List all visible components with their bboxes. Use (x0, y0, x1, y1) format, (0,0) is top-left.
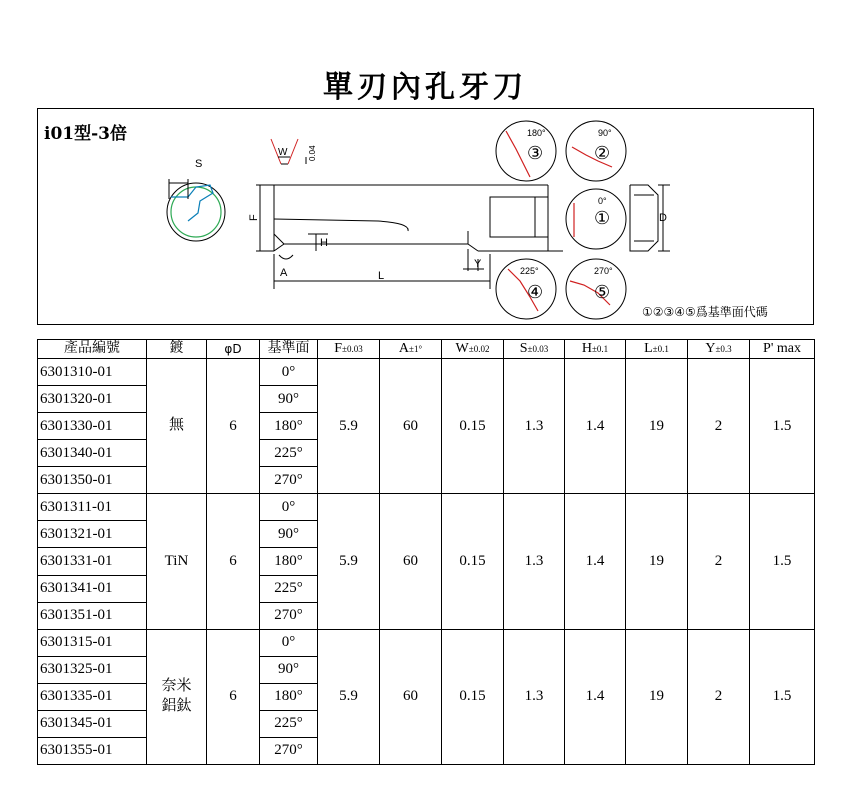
end-view-circle (167, 183, 225, 241)
spec-w: 0.15 (442, 359, 504, 494)
header-p: P' max (750, 340, 815, 359)
product-code: 6301331-01 (38, 548, 147, 575)
label-004: 0.04 (308, 145, 317, 161)
spec-l: 19 (626, 629, 688, 764)
label-0: 0° (598, 196, 607, 206)
spec-a: 60 (380, 629, 442, 764)
spec-h: 1.4 (565, 359, 626, 494)
label-l: L (378, 270, 385, 282)
ref-legend: ①②③④⑤爲基準面代碼 (642, 305, 768, 319)
ref-num-4: ④ (527, 282, 544, 302)
ref-num-3: ③ (527, 143, 544, 163)
w-detail (271, 139, 306, 164)
reference-face: 270° (260, 737, 318, 764)
reference-face: 0° (260, 494, 318, 521)
reference-face: 90° (260, 386, 318, 413)
label-180: 180° (527, 128, 546, 138)
header-y: Y±0.3 (688, 340, 750, 359)
reference-face: 180° (260, 548, 318, 575)
spec-w: 0.15 (442, 494, 504, 629)
page-title: 單刃內孔牙刀 (323, 70, 527, 105)
table-row (38, 359, 815, 386)
header-l: L±0.1 (626, 340, 688, 359)
spec-s: 1.3 (504, 629, 565, 764)
spec-f: 5.9 (318, 629, 380, 764)
product-code: 6301340-01 (38, 440, 147, 467)
table-header-row (38, 340, 815, 359)
product-code: 6301335-01 (38, 683, 147, 710)
spec-f: 5.9 (318, 494, 380, 629)
product-code: 6301350-01 (38, 467, 147, 494)
reference-face: 270° (260, 602, 318, 629)
model-label: i01型-3倍 (44, 124, 127, 144)
header-w: W±0.02 (442, 340, 504, 359)
label-225: 225° (520, 266, 539, 276)
spec-y: 2 (688, 629, 750, 764)
end-view-inner (171, 187, 221, 237)
product-code: 6301355-01 (38, 737, 147, 764)
table-body (38, 359, 815, 765)
reference-face: 225° (260, 710, 318, 737)
tool-side-view (274, 185, 563, 251)
reference-face: 90° (260, 521, 318, 548)
spec-h: 1.4 (565, 629, 626, 764)
label-s: S (195, 158, 203, 170)
reference-face: 0° (260, 359, 318, 386)
spec-p: 1.5 (750, 359, 815, 494)
reference-face: 180° (260, 683, 318, 710)
spec-p: 1.5 (750, 494, 815, 629)
ref-num-2: ② (594, 143, 611, 163)
label-270: 270° (594, 266, 613, 276)
product-code: 6301321-01 (38, 521, 147, 548)
product-code: 6301351-01 (38, 602, 147, 629)
reference-face: 225° (260, 440, 318, 467)
table-row (38, 629, 815, 656)
table-row (38, 494, 815, 521)
product-code: 6301325-01 (38, 656, 147, 683)
label-f: F (248, 214, 260, 221)
header-a: A±1° (380, 340, 442, 359)
product-code: 6301341-01 (38, 575, 147, 602)
spec-a: 60 (380, 494, 442, 629)
spec-y: 2 (688, 359, 750, 494)
header-coating: 鍍 (147, 340, 207, 359)
spec-f: 5.9 (318, 359, 380, 494)
ref-num-1: ① (594, 208, 611, 228)
label-w: W (278, 147, 288, 158)
spec-l: 19 (626, 494, 688, 629)
phid-cell: 6 (207, 359, 260, 494)
spec-table (37, 339, 815, 765)
ref-num-5: ⑤ (594, 282, 611, 302)
product-code: 6301345-01 (38, 710, 147, 737)
reference-face: 270° (260, 467, 318, 494)
header-f: F±0.03 (318, 340, 380, 359)
spec-w: 0.15 (442, 629, 504, 764)
label-y: Y (474, 258, 482, 270)
label-h: H (320, 237, 328, 249)
product-code: 6301311-01 (38, 494, 147, 521)
label-d: D (659, 212, 667, 224)
product-code: 6301320-01 (38, 386, 147, 413)
header-code: 產品編號 (38, 340, 147, 359)
spec-h: 1.4 (565, 494, 626, 629)
tool-drawing (38, 109, 815, 326)
ref-circle-180 (496, 121, 556, 181)
product-code: 6301330-01 (38, 413, 147, 440)
spec-p: 1.5 (750, 629, 815, 764)
phid-cell: 6 (207, 494, 260, 629)
tool-diagram (37, 108, 814, 325)
reference-face: 0° (260, 629, 318, 656)
end-view (167, 179, 225, 241)
coating-cell: 奈米 鋁鈦 (147, 629, 207, 764)
spec-a: 60 (380, 359, 442, 494)
label-90: 90° (598, 128, 612, 138)
header-ref: 基準面 (260, 340, 318, 359)
reference-face: 225° (260, 575, 318, 602)
header-phid: φD (207, 340, 260, 359)
header-h: H±0.1 (565, 340, 626, 359)
label-a: A (280, 267, 288, 279)
header-s: S±0.03 (504, 340, 565, 359)
spec-y: 2 (688, 494, 750, 629)
reference-face: 90° (260, 656, 318, 683)
reference-face: 180° (260, 413, 318, 440)
phid-cell: 6 (207, 629, 260, 764)
spec-s: 1.3 (504, 494, 565, 629)
product-code: 6301310-01 (38, 359, 147, 386)
coating-cell: 無 (147, 359, 207, 494)
spec-l: 19 (626, 359, 688, 494)
spec-s: 1.3 (504, 359, 565, 494)
coating-cell: TiN (147, 494, 207, 629)
product-code: 6301315-01 (38, 629, 147, 656)
